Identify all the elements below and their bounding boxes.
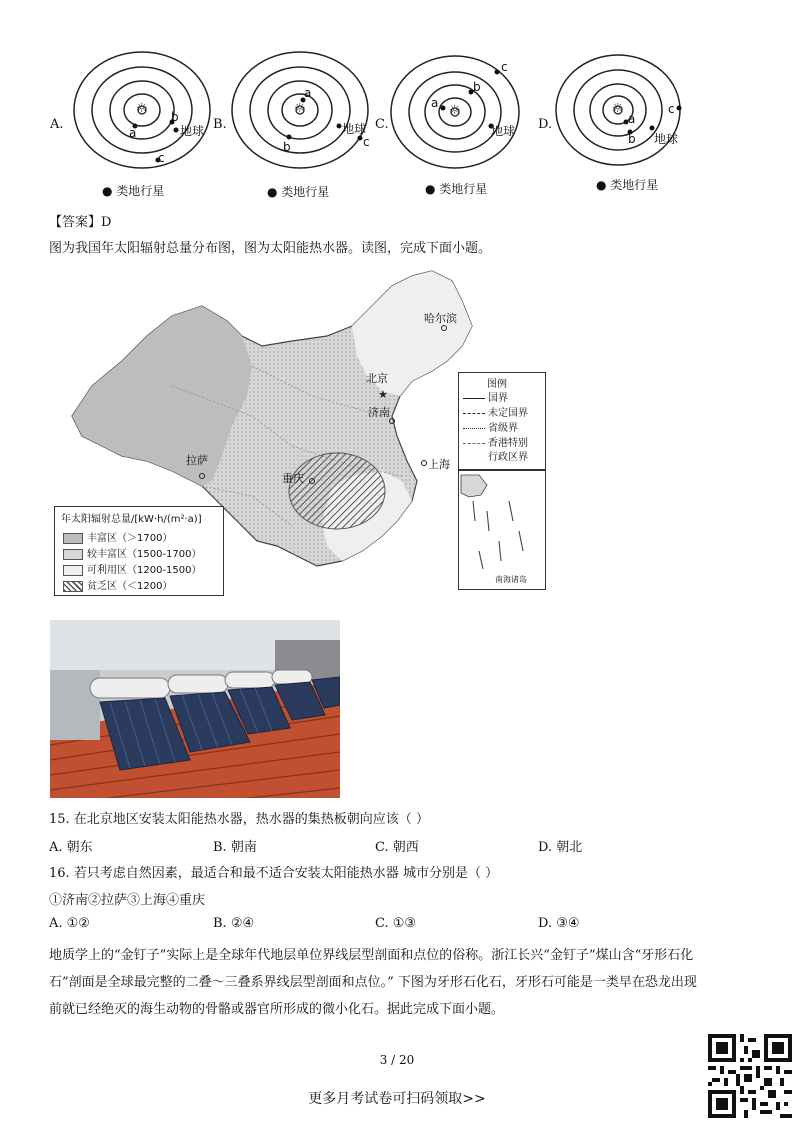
option-letter-d: D. (538, 117, 553, 132)
passage-line-2: 石”剖面是全球最完整的二叠～三叠系界线层型剖面和点位。” 下图为牙形石化石，牙形石可能是一类早在恐龙出现 (49, 975, 697, 990)
solar-water-heater-photo (50, 620, 340, 798)
option-letter-b: B. (213, 117, 227, 132)
legend-fairly-rich: 较丰富区（1500-1700） (63, 545, 202, 560)
q15-stem: 15. 在北京地区安装太阳能热水器，热水器的集热板朝向应该（ ） (49, 812, 429, 827)
planet-label-c: c (158, 151, 165, 165)
city-lhasa: 拉萨 (186, 454, 208, 467)
planet-label-c: c (363, 135, 370, 149)
legend-rich: 丰富区（＞1700） (63, 529, 172, 544)
q16-sub: ①济南②拉萨③上海④重庆 (49, 893, 206, 908)
orbit-diagram-c (385, 40, 555, 200)
south-china-sea-inset (458, 470, 546, 590)
city-jinan: 济南 (368, 406, 390, 419)
legend-hk-boundary-cont: 行政区界 (488, 452, 528, 463)
terrestrial-planet-caption: ● 类地行星 (596, 178, 659, 192)
planet-label-c: c (668, 102, 675, 116)
q16-stem: 16. 若只考虑自然因素，最适合和最不适合安装太阳能热水器 城市分别是（ ） (49, 866, 499, 881)
orbit-diagram-b (215, 40, 385, 200)
footer-text[interactable]: 更多月考试卷可扫码领取>> (308, 1091, 486, 1107)
earth-label: 地球 (342, 122, 367, 136)
city-harbin: 哈尔滨 (424, 312, 457, 325)
city-shanghai: 上海 (428, 458, 450, 471)
planet-label-b: b (628, 132, 636, 146)
legend-title: 图例 (487, 379, 507, 390)
legend-undetermined-boundary: 未定国界 (463, 404, 528, 419)
q16-option-c[interactable]: C. ①③ (375, 916, 417, 931)
legend-poor: 贫乏区（＜1200） (63, 577, 172, 592)
page-number: 3 / 20 (379, 1053, 415, 1067)
q15-option-a[interactable]: A. 朝东 (49, 840, 93, 855)
city-chongqing: 重庆 (282, 472, 304, 485)
intro-text: 图为我国年太阳辐射总量分布图，图为太阳能热水器。读图，完成下面小题。 (49, 241, 492, 256)
sun-icon: ☼ (449, 103, 461, 118)
legend-utilizable: 可利用区（1200-1500） (63, 561, 202, 576)
planet-label-b: b (171, 110, 179, 124)
q16-option-a[interactable]: A. ①② (49, 916, 90, 931)
answer: 【答案】D (49, 215, 112, 230)
inset-label: 南海诸岛 (495, 575, 527, 584)
earth-label: 地球 (180, 124, 205, 138)
planet-label-a: a (628, 112, 636, 126)
option-letter-a: A. (50, 117, 64, 132)
legend-national-boundary: 国界 (463, 389, 508, 404)
sun-icon: ☼ (612, 101, 624, 116)
radiation-legend (54, 506, 224, 596)
planet-label-a: a (304, 86, 312, 100)
q16-option-b[interactable]: B. ②④ (213, 916, 255, 931)
option-letter-c: C. (375, 117, 389, 132)
legend-hk-boundary: 香港特别 (463, 434, 528, 449)
china-solar-radiation-map (52, 266, 548, 596)
q16-option-d[interactable]: D. ③④ (538, 916, 580, 931)
planet-label-c: c (501, 60, 508, 74)
qr-code[interactable] (708, 1034, 792, 1118)
passage-line-3: 前就已经绝灭的海生动物的骨骼或器官所形成的微小化石。据此完成下面小题。 (49, 1002, 505, 1017)
orbit-diagram-d (552, 40, 722, 200)
planet-label-a: a (431, 96, 439, 110)
planet-label-a: a (129, 126, 137, 140)
svg-text:★: ★ (378, 388, 388, 401)
boundary-legend (458, 372, 546, 470)
q15-option-c[interactable]: C. 朝西 (375, 840, 419, 855)
legend-provincial-boundary: 省级界 (463, 419, 518, 434)
terrestrial-planet-caption: ● 类地行星 (267, 185, 330, 199)
radiation-legend-title: 年太阳辐射总量/[kW·h/(m²·a)] (61, 514, 202, 525)
planet-label-b: b (473, 80, 481, 94)
terrestrial-planet-caption: ● 类地行星 (425, 182, 488, 196)
q15-option-d[interactable]: D. 朝北 (538, 840, 583, 855)
orbit-diagram-a (50, 40, 220, 200)
city-beijing: 北京 (366, 372, 388, 385)
q15-option-b[interactable]: B. 朝南 (213, 840, 257, 855)
terrestrial-planet-caption: ● 类地行星 (102, 184, 165, 198)
sun-icon: ☼ (294, 101, 306, 116)
earth-label: 地球 (654, 132, 679, 146)
passage-line-1: 地质学上的“金钉子”实际上是全球年代地层单位界线层型剖面和点位的俗称。浙江长兴“金钉子”煤山含“牙形石化 (49, 948, 694, 963)
planet-label-b: b (283, 140, 291, 154)
sun-icon: ☼ (136, 101, 148, 116)
earth-label: 地球 (491, 124, 516, 138)
